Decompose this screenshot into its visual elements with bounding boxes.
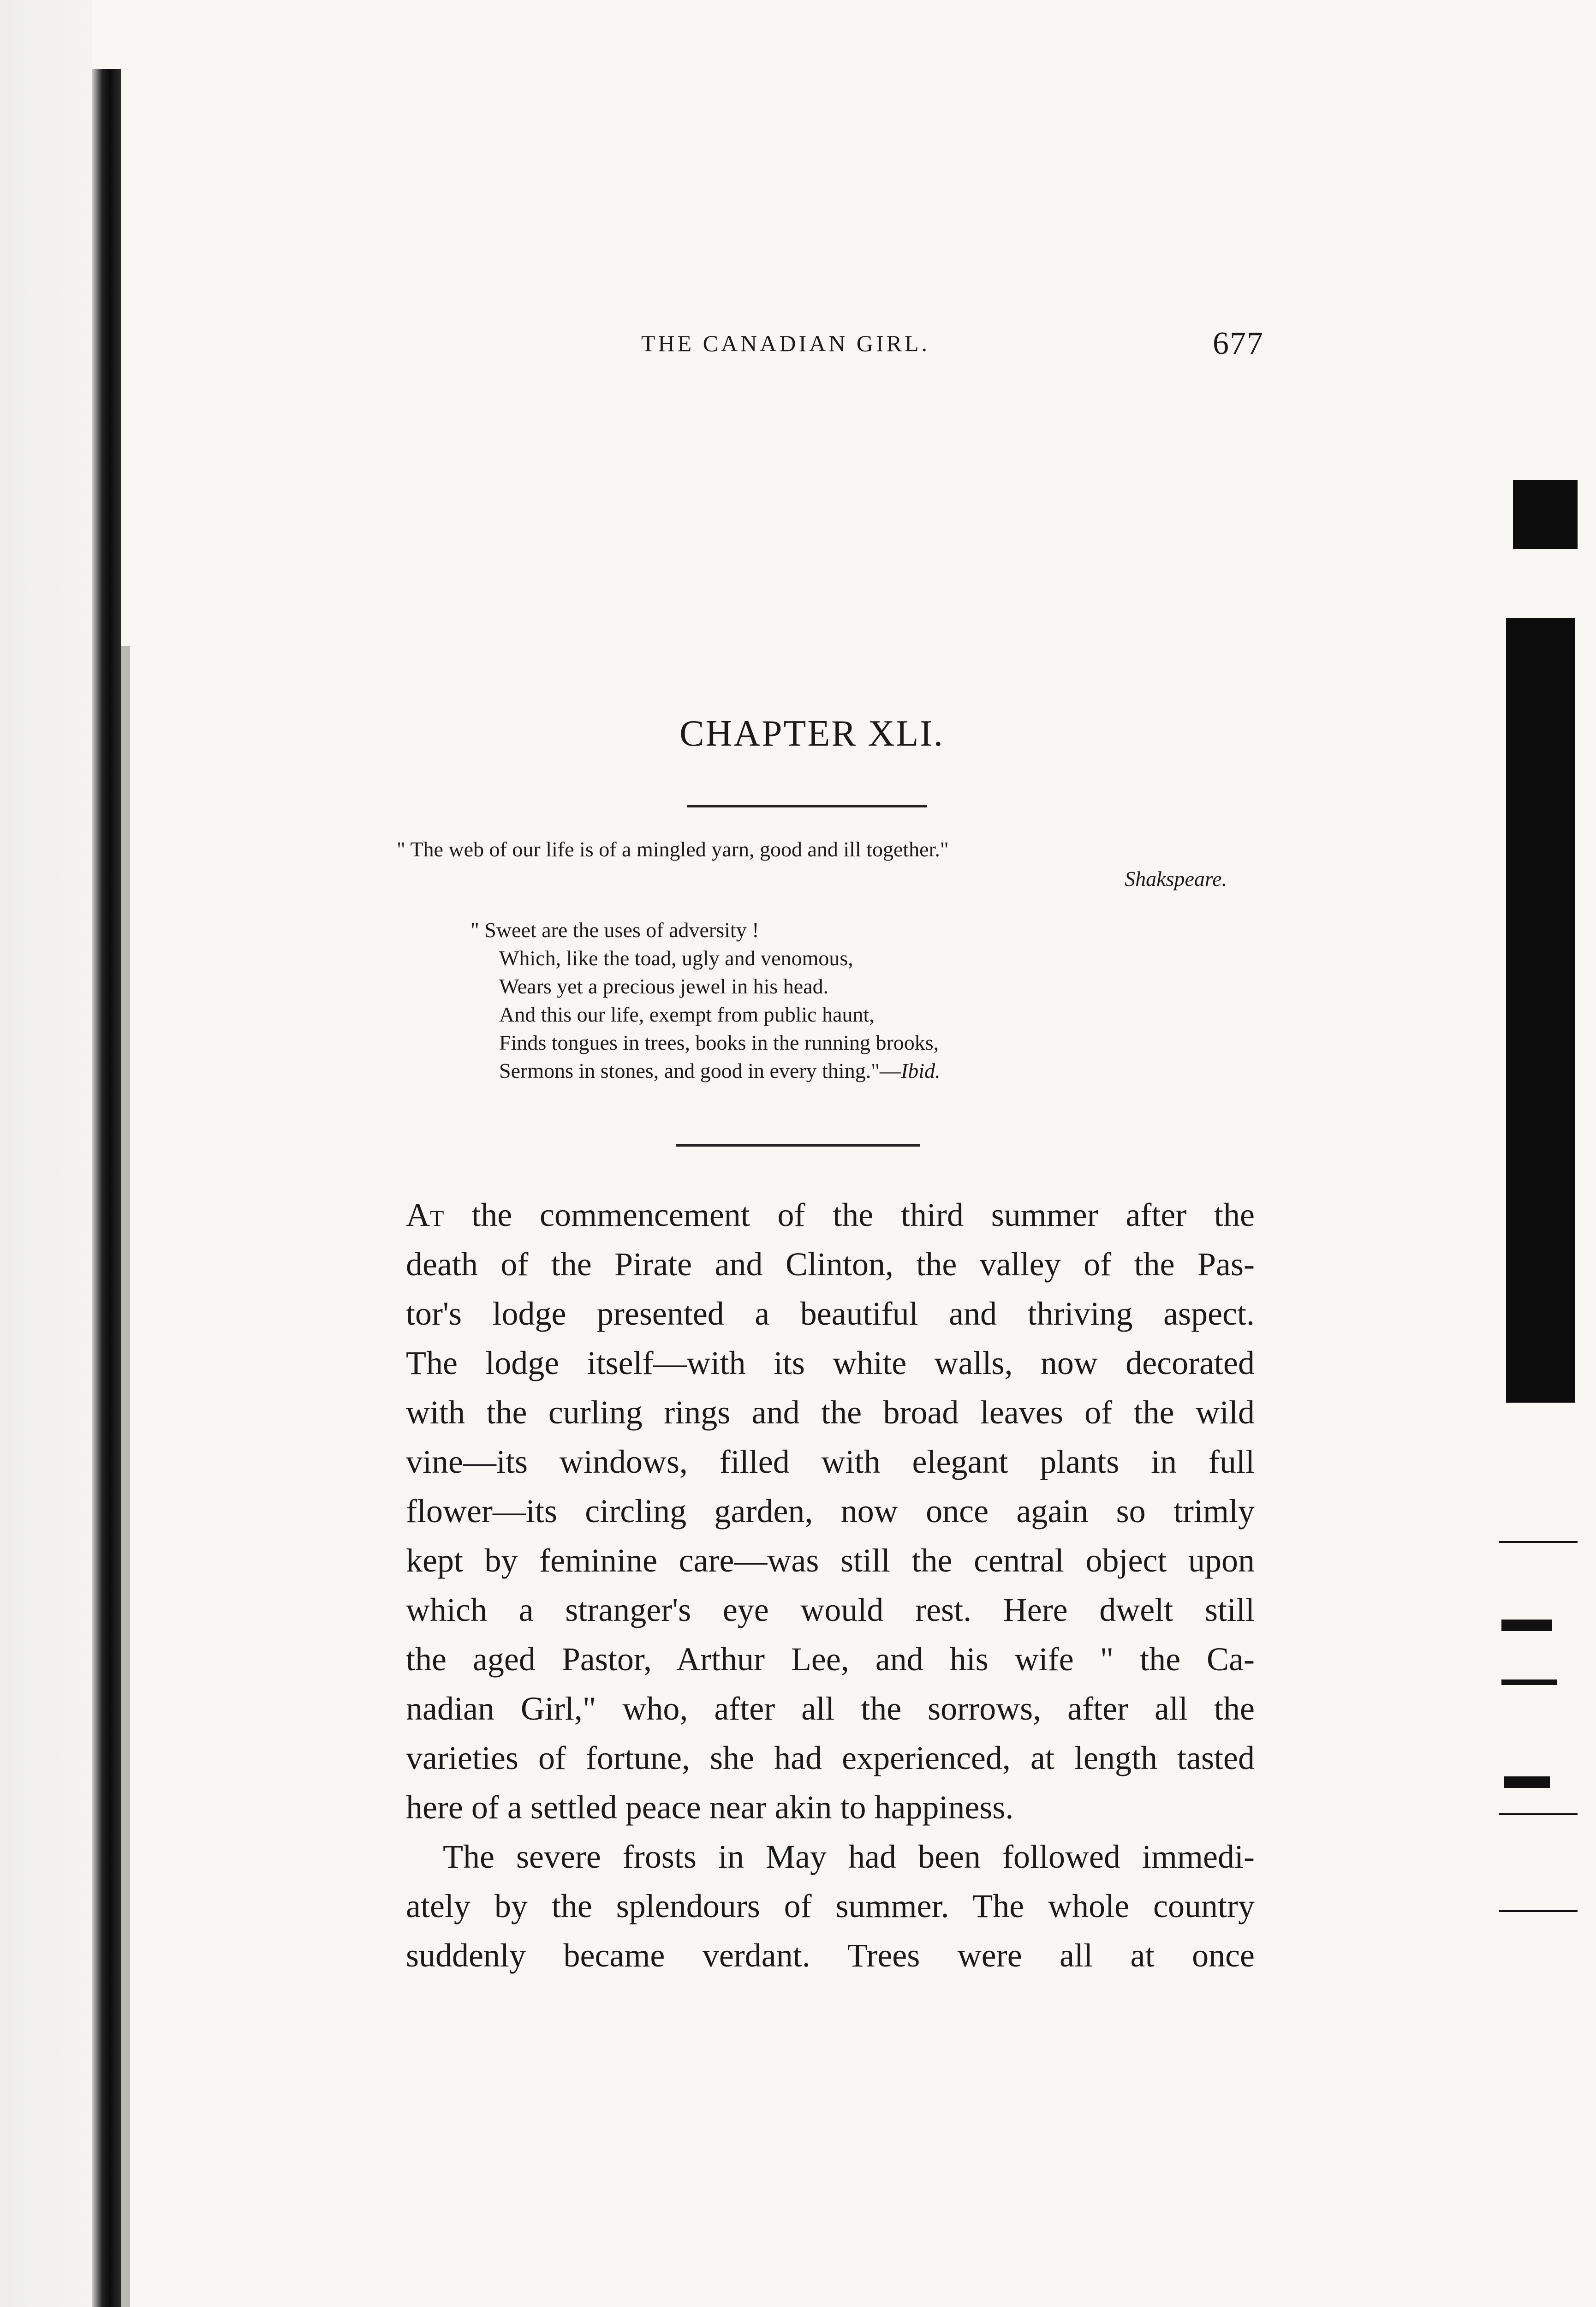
running-head: [641, 326, 1273, 371]
edge-mark-tall: [1506, 618, 1575, 1403]
body-line: varieties of fortune, she had experienced, at length tasted: [406, 1739, 1255, 1776]
page-number: 677: [1213, 326, 1264, 361]
edge-line: [1499, 1813, 1578, 1815]
body-line: death of the Pirate and Clinton, the valley of the Pas-: [406, 1246, 1255, 1283]
running-head-title: THE CANADIAN GIRL.: [641, 330, 930, 356]
edge-line: [1504, 1776, 1550, 1788]
epigraph-source: Shakspeare.: [1125, 867, 1227, 891]
epigraph-quote: " The web of our life is of a mingled yarn, good and ill together.": [397, 837, 949, 861]
body-line: The lodge itself—with its white walls, now decorated: [406, 1345, 1255, 1381]
edge-line: [1501, 1679, 1557, 1685]
verse-line: And this our life, exempt from public haunt,: [499, 1003, 875, 1026]
body-line: ately by the splendours of summer. The whole country: [406, 1888, 1255, 1924]
body-line: tor's lodge presented a beautiful and thriving aspect.: [406, 1295, 1255, 1332]
edge-line: [1501, 1620, 1552, 1631]
body-line: which a stranger's eye would rest. Here dwelt still: [406, 1591, 1255, 1628]
body-line: vine—its windows, filled with elegant plants in full: [406, 1443, 1255, 1480]
edge-mark-top: [1513, 480, 1578, 549]
verse-line: Which, like the toad, ugly and venomous,: [499, 946, 853, 970]
body-line: nadian Girl," who, after all the sorrows, after all the: [406, 1690, 1255, 1727]
body-line: with the curling rings and the broad leaves of the wild: [406, 1394, 1255, 1431]
body-line: flower—its circling garden, now once again so trimly: [406, 1493, 1255, 1530]
verse-source: Ibid.: [900, 1059, 941, 1082]
verse-line: Sermons in stones, and good in every thing."—: [499, 1059, 901, 1082]
binding-shadow: [121, 646, 130, 2307]
scan-margin: [0, 0, 92, 2307]
body-line: suddenly became verdant. Trees were all at once: [406, 1937, 1255, 1974]
rule-bottom: [676, 1144, 920, 1147]
verse-line: " Sweet are the uses of adversity !: [470, 918, 759, 942]
body-text: [406, 1190, 1255, 1980]
binding-edge: [92, 69, 121, 2307]
epigraph-verse: [470, 916, 1162, 1085]
rule-top: [687, 805, 927, 807]
verse-line: Finds tongues in trees, books in the running brooks,: [499, 1031, 939, 1054]
body-line: The severe frosts in May had been followed immedi-: [443, 1838, 1255, 1875]
edge-line: [1499, 1910, 1578, 1912]
body-line: the aged Pastor, Arthur Lee, and his wife " the Ca-: [406, 1641, 1255, 1678]
body-line: kept by feminine care—was still the central object upon: [406, 1542, 1255, 1579]
body-line: here of a settled peace near akin to happiness.: [406, 1789, 1014, 1826]
body-line: the commencement of the third summer after the: [444, 1196, 1255, 1233]
chapter-title: CHAPTER XLI.: [679, 713, 944, 754]
verse-line: Wears yet a precious jewel in his head.: [499, 974, 829, 998]
edge-line: [1499, 1541, 1578, 1543]
drop-word: At: [406, 1196, 444, 1233]
